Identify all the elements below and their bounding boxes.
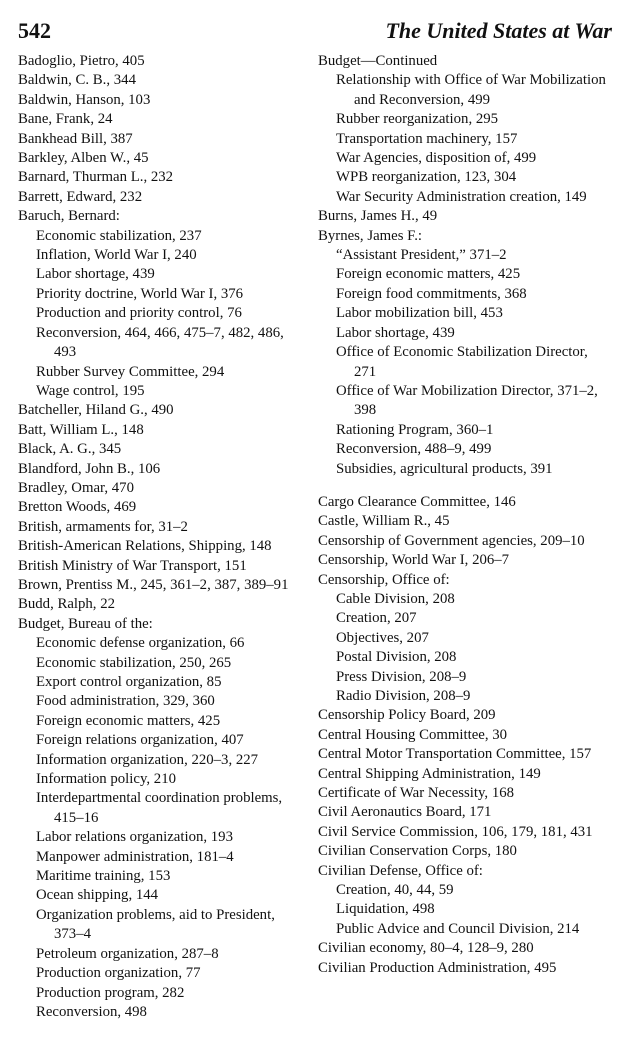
index-subentry: Relationship with Office of War Mobilization and Reconversion, 499 <box>336 72 606 108</box>
index-subentry: Labor shortage, 439 <box>336 324 455 341</box>
index-entry: Censorship Policy Board, 209 <box>318 707 496 724</box>
index-entry: Baldwin, C. B., 344 <box>18 72 136 89</box>
index-subentry: Creation, 207 <box>336 610 417 627</box>
index-subentry: War Agencies, disposition of, 499 <box>336 150 537 167</box>
index-entry: Central Housing Committee, 30 <box>318 726 508 743</box>
index-entry: Censorship, Office of: <box>318 571 450 588</box>
index-subentry: Rubber Survey Committee, 294 <box>36 363 225 380</box>
index-entry: Byrnes, James F.: <box>318 227 423 244</box>
index-subentry: Foreign economic matters, 425 <box>336 266 521 283</box>
index-subentry: Priority doctrine, World War I, 376 <box>36 285 244 302</box>
index-subentry: Labor shortage, 439 <box>36 266 155 283</box>
index-entry: British, armaments for, 31–2 <box>18 518 188 535</box>
index-entry: Barnard, Thurman L., 232 <box>18 169 174 186</box>
index-entry: Batcheller, Hiland G., 490 <box>18 402 174 419</box>
index-subentry: Wage control, 195 <box>36 382 145 399</box>
index-subentry: Press Division, 208–9 <box>336 668 467 685</box>
index-subentry: Food administration, 329, 360 <box>36 693 215 710</box>
left-index-column <box>18 52 308 1022</box>
index-entry: Civilian Production Administration, 495 <box>318 959 557 976</box>
index-subentry: Production and priority control, 76 <box>36 305 242 322</box>
index-subentry: Objectives, 207 <box>336 629 429 646</box>
index-subentry: Office of Economic Stabilization Director, 271 <box>336 344 588 380</box>
index-subentry: Rationing Program, 360–1 <box>336 421 494 438</box>
index-entry: British-American Relations, Shipping, 148 <box>18 538 272 555</box>
index-entry: Budd, Ralph, 22 <box>18 596 116 613</box>
index-subentry: Transportation machinery, 157 <box>336 130 518 147</box>
index-entry: Castle, William R., 45 <box>318 513 450 530</box>
index-subentry: Foreign economic matters, 425 <box>36 712 221 729</box>
index-subentry: Foreign relations organization, 407 <box>36 732 244 749</box>
index-entry: Budget—Continued <box>318 53 438 69</box>
running-title: The United States at War <box>385 18 612 43</box>
index-entry: Censorship of Government agencies, 209–10 <box>318 532 585 549</box>
index-subentry: War Security Administration creation, 149 <box>336 188 587 205</box>
index-entry: Civilian Conservation Corps, 180 <box>318 843 517 860</box>
page-header <box>18 10 612 44</box>
index-subentry: Labor mobilization bill, 453 <box>336 305 503 322</box>
index-entry: Certificate of War Necessity, 168 <box>318 785 515 802</box>
index-subentry: Reconversion, 498 <box>36 1003 147 1020</box>
index-entry: Baldwin, Hanson, 103 <box>18 91 151 108</box>
index-subentry: Office of War Mobilization Director, 371–2, 398 <box>336 382 598 419</box>
index-subentry: Foreign food commitments, 368 <box>336 285 527 302</box>
page-number: 542 <box>18 18 51 43</box>
index-subentry: Public Advice and Council Division, 214 <box>336 920 580 937</box>
index-entry: Black, A. G., 345 <box>18 441 122 458</box>
index-subentry: Creation, 40, 44, 59 <box>336 882 454 899</box>
index-entry: Civilian Defense, Office of: <box>318 862 483 879</box>
index-entry: Blandford, John B., 106 <box>18 460 161 477</box>
index-entry: British Ministry of War Transport, 151 <box>18 557 247 574</box>
index-entry: Civilian economy, 80–4, 128–9, 280 <box>318 940 534 957</box>
index-entry: Baruch, Bernard: <box>18 208 120 225</box>
index-subentry: Reconversion, 464, 466, 475–7, 482, 486, 493 <box>36 324 284 361</box>
index-entry: Bretton Woods, 469 <box>18 499 137 516</box>
index-entry: Central Motor Transportation Committee, 157 <box>318 746 592 763</box>
index-entry: Budget, Bureau of the: <box>18 615 153 632</box>
index-entry: Bankhead Bill, 387 <box>18 130 133 147</box>
index-subentry: Ocean shipping, 144 <box>36 887 159 904</box>
index-subentry: WPB reorganization, 123, 304 <box>336 169 517 186</box>
index-subentry: Petroleum organization, 287–8 <box>36 945 219 962</box>
index-entry: Bradley, Omar, 470 <box>18 479 134 496</box>
index-subentry: Economic defense organization, 66 <box>36 635 245 652</box>
index-subentry: Interdepartmental coordination problems, 415–16 <box>36 790 283 826</box>
index-entry: Barrett, Edward, 232 <box>18 188 143 205</box>
index-subentry: Organization problems, aid to President, 373–4 <box>36 906 275 943</box>
index-entry: Censorship, World War I, 206–7 <box>318 552 510 569</box>
index-entry: Civil Aeronautics Board, 171 <box>318 804 492 821</box>
index-entry: Bane, Frank, 24 <box>18 111 113 128</box>
index-entry: Brown, Prentiss M., 245, 361–2, 387, 389–91 <box>18 576 289 593</box>
index-columns <box>18 52 614 1058</box>
index-subentry: Reconversion, 488–9, 499 <box>336 441 492 458</box>
index-subentry: Subsidies, agricultural products, 391 <box>336 460 553 477</box>
index-subentry: Production organization, 77 <box>36 965 201 982</box>
index-subentry: “Assistant President,” 371–2 <box>336 247 507 264</box>
index-subentry: Information organization, 220–3, 227 <box>36 751 259 768</box>
index-subentry: Economic stabilization, 237 <box>36 227 202 244</box>
index-subentry: Rubber reorganization, 295 <box>336 111 499 128</box>
index-subentry: Export control organization, 85 <box>36 674 222 690</box>
index-subentry: Production program, 282 <box>36 984 185 1001</box>
index-subentry: Radio Division, 208–9 <box>336 688 471 704</box>
index-entry: Burns, James H., 49 <box>318 208 438 225</box>
index-entry: Civil Service Commission, 106, 179, 181, 431 <box>318 823 593 840</box>
index-subentry: Economic stabilization, 250, 265 <box>36 654 232 671</box>
index-subentry: Cable Division, 208 <box>336 590 455 607</box>
index-entry: Batt, William L., 148 <box>18 421 144 438</box>
index-subentry: Information policy, 210 <box>36 771 176 788</box>
index-entry: Badoglio, Pietro, 405 <box>18 53 145 69</box>
index-subentry: Maritime training, 153 <box>36 868 171 885</box>
right-index-column <box>318 52 608 978</box>
index-subentry: Labor relations organization, 193 <box>36 829 233 846</box>
index-entry: Central Shipping Administration, 149 <box>318 765 541 782</box>
index-subentry: Liquidation, 498 <box>336 901 435 918</box>
index-subentry: Manpower administration, 181–4 <box>36 848 234 865</box>
index-entry: Cargo Clearance Committee, 146 <box>318 493 516 510</box>
index-subentry: Inflation, World War I, 240 <box>36 247 197 264</box>
index-subentry: Postal Division, 208 <box>336 649 457 666</box>
index-entry: Barkley, Alben W., 45 <box>18 150 149 167</box>
